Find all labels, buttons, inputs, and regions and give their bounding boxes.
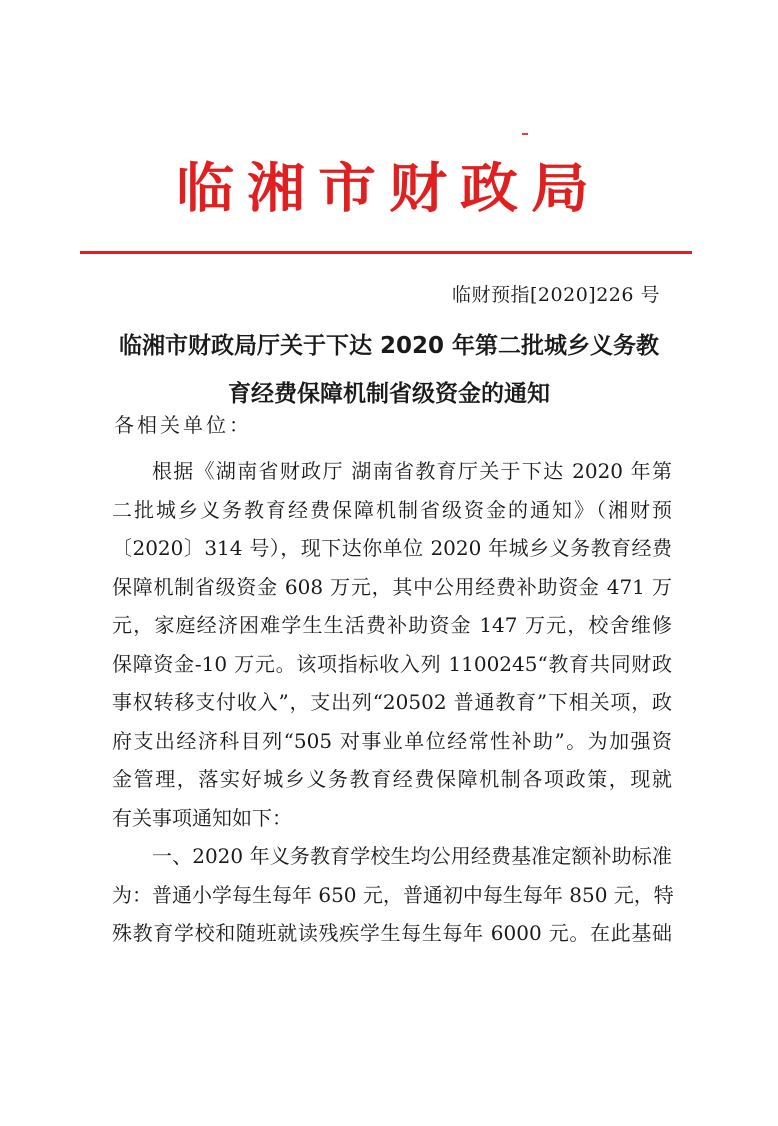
document-number: 临财预指[2020]226 号 (452, 284, 660, 306)
letterhead-divider (80, 251, 692, 254)
letterhead-title: 临湘市财政局 (175, 156, 602, 220)
body-line: 殊教育学校和随班就读残疾学生每生每年 6000 元。在此基础 (112, 921, 672, 945)
body-line: 二批城乡义务教育经费保障机制省级资金的通知》（湘财预 (112, 497, 672, 522)
document-title-line: 临湘市财政局厅关于下达 2020 年第二批城乡义务教 (118, 333, 660, 359)
body-text (112, 452, 672, 953)
red-mark (522, 133, 528, 135)
body-line: 为：普通小学每生每年 650 元，普通初中每生每年 850 元，特 (112, 882, 674, 907)
document-title (60, 322, 718, 418)
body-line: 根据《湖南省财政厅 湖南省教育厅关于下达 2020 年第 (152, 459, 672, 483)
body-line: 元，家庭经济困难学生生活费补助资金 147 万元，校舍维修 (112, 613, 672, 637)
body-line: 府支出经济科目列“505 对事业单位经常性补助”。为加强资 (112, 728, 672, 753)
body-line: 金管理，落实好城乡义务教育经费保障机制各项政策，现就 (112, 767, 672, 791)
body-line: 有关事项通知如下： (112, 805, 292, 830)
salutation: 各相关单位： (114, 413, 252, 437)
body-line: 〔2020〕314 号），现下达你单位 2020 年城乡义务教育经费 (112, 536, 672, 560)
body-line: 事权转移支付收入”，支出列“20502 普通教育”下相关项，政 (112, 690, 672, 714)
body-line: 一、2020 年义务教育学校生均公用经费基准定额补助标准 (152, 844, 672, 868)
document-title-line: 育经费保障机制省级资金的通知 (228, 381, 550, 407)
body-line: 保障资金-10 万元。该项指标收入列 1100245“教育共同财政 (112, 651, 672, 676)
body-line: 保障机制省级资金 608 万元，其中公用经费补助资金 471 万 (112, 574, 672, 599)
